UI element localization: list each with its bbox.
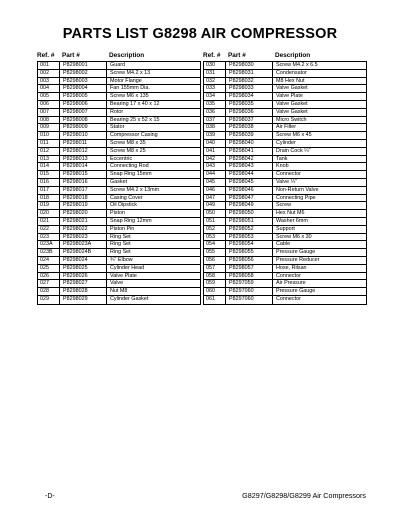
part-number-cell: P8298052 — [226, 226, 273, 233]
table-row — [38, 93, 200, 101]
part-number-cell: P8298024B — [60, 249, 107, 256]
part-number-cell: P8297059 — [226, 280, 273, 287]
part-number-cell: P8298025 — [60, 265, 107, 272]
table-row — [204, 85, 366, 93]
part-number-cell: P8298028 — [60, 288, 107, 295]
description-cell: Stator — [110, 124, 125, 131]
part-number-cell: P8298029 — [60, 296, 107, 304]
description-cell: Connecting Rod — [110, 163, 149, 170]
part-number-cell: P8298017 — [60, 187, 107, 194]
part-number-cell: P8298007 — [60, 109, 107, 116]
table-row — [38, 218, 200, 226]
ref-cell: 038 — [204, 124, 226, 131]
description-cell: Pressure Gauge — [276, 249, 316, 256]
description-cell: Tank — [276, 155, 288, 162]
ref-cell: 005 — [38, 93, 60, 100]
description-cell: Screw M4.2 x 6.5 — [276, 62, 318, 68]
description-cell: Screw M6 x 30 — [276, 233, 312, 240]
parts-table-left — [37, 50, 201, 305]
ref-cell: 017 — [38, 187, 60, 194]
part-number-cell: P8298013 — [60, 156, 107, 163]
ref-cell: 036 — [204, 109, 226, 116]
part-number-cell: P8298041 — [226, 148, 273, 155]
table-row — [204, 101, 366, 109]
table-row — [204, 210, 366, 218]
table-row — [38, 265, 200, 273]
table-row — [204, 265, 366, 273]
part-number-cell: P8298042 — [226, 156, 273, 163]
description-cell: Air Filter — [276, 124, 297, 131]
ref-cell: 056 — [204, 257, 226, 264]
table-row — [38, 234, 200, 242]
description-cell: Screw M4.2 x 13 — [110, 69, 151, 76]
ref-cell: 057 — [204, 265, 226, 272]
part-number-cell: P8298001 — [60, 62, 107, 69]
table-row — [38, 148, 200, 156]
table-header — [203, 50, 367, 61]
table-row — [38, 85, 200, 93]
part-number-cell: P8298011 — [60, 140, 107, 147]
ref-cell: 012 — [38, 148, 60, 155]
ref-cell: 023A — [38, 241, 60, 248]
table-row — [204, 280, 366, 288]
part-number-cell: P8298015 — [60, 171, 107, 178]
ref-cell: 024 — [38, 257, 60, 264]
table-row — [204, 195, 366, 203]
table-row — [204, 109, 366, 117]
description-cell: Casing Cover — [110, 194, 143, 201]
description-cell: ¾" Elbow — [110, 256, 133, 263]
header-ref: Ref. # — [203, 52, 221, 59]
table-body — [37, 61, 201, 305]
description-cell: Hex Nut M6 — [276, 210, 305, 217]
description-cell: Valve Plate — [276, 93, 303, 100]
description-cell: Valve ¼" — [276, 178, 297, 185]
ref-cell: 042 — [204, 156, 226, 163]
ref-cell: 001 — [38, 62, 60, 69]
part-number-cell: P8298036 — [226, 109, 273, 116]
table-row — [204, 78, 366, 86]
description-cell: Cylinder Head — [110, 264, 145, 271]
part-number-cell: P8298043 — [226, 163, 273, 170]
description-cell: Gasket — [110, 178, 128, 185]
ref-cell: 023 — [38, 234, 60, 241]
description-cell: Screw M6 x 45 — [276, 132, 312, 139]
part-number-cell: P8298021 — [60, 218, 107, 225]
part-number-cell: P8298047 — [226, 195, 273, 202]
table-row — [204, 218, 366, 226]
ref-cell: 037 — [204, 117, 226, 124]
description-cell: Compressor Casing — [110, 132, 158, 139]
part-number-cell: P8298012 — [60, 148, 107, 155]
ref-cell: 008 — [38, 117, 60, 124]
ref-cell: 043 — [204, 163, 226, 170]
part-number-cell: P8298051 — [226, 218, 273, 225]
description-cell: Drain Cock ¼" — [276, 147, 311, 154]
table-row — [204, 234, 366, 242]
part-number-cell: P8298038 — [226, 124, 273, 131]
description-cell: Ring Set — [110, 233, 131, 240]
description-cell: Cable — [276, 241, 291, 248]
ref-cell: 034 — [204, 93, 226, 100]
description-cell: Bearing 17 x 40 x 12 — [110, 100, 160, 107]
ref-cell: 030 — [204, 62, 226, 69]
description-cell: Bearing 25 x 52 x 15 — [110, 116, 160, 123]
table-row — [38, 156, 200, 164]
ref-cell: 051 — [204, 218, 226, 225]
table-row — [38, 62, 200, 70]
part-number-cell: P8298020 — [60, 210, 107, 217]
description-cell: Pressure Gauge — [276, 288, 316, 295]
table-row — [204, 226, 366, 234]
table-row — [204, 140, 366, 148]
table-row — [204, 249, 366, 257]
header-part: Part # — [62, 52, 80, 59]
description-cell: Valve Gasket — [276, 85, 308, 92]
part-number-cell: P8298045 — [226, 179, 273, 186]
description-cell: Ring Set — [110, 249, 131, 256]
description-cell: Piston — [110, 210, 125, 217]
description-cell: Pressure Reducer — [276, 256, 320, 263]
part-number-cell: P8298003 — [60, 78, 107, 85]
table-row — [38, 140, 200, 148]
table-row — [204, 179, 366, 187]
table-row — [204, 257, 366, 265]
description-cell: Cylinder Gasket — [110, 295, 149, 302]
part-number-cell: P8298049 — [226, 202, 273, 209]
table-row — [204, 288, 366, 296]
header-part: Part # — [228, 52, 246, 59]
table-row — [204, 163, 366, 171]
ref-cell: 033 — [204, 85, 226, 92]
ref-cell: 041 — [204, 148, 226, 155]
description-cell: Snap Ring 15mm — [110, 171, 152, 178]
ref-cell: 049 — [204, 202, 226, 209]
table-row — [38, 171, 200, 179]
table-row — [204, 296, 366, 304]
part-number-cell: P8298024 — [60, 257, 107, 264]
part-number-cell: P8298058 — [226, 273, 273, 280]
ref-cell: 027 — [38, 280, 60, 287]
ref-cell: 046 — [204, 187, 226, 194]
ref-cell: 059 — [204, 280, 226, 287]
description-cell: M8 Hex Nut — [276, 77, 305, 84]
description-cell: Hose, Rilsan — [276, 264, 307, 271]
table-row — [38, 210, 200, 218]
part-number-cell: P8298023A — [60, 241, 107, 248]
table-row — [204, 241, 366, 249]
description-cell: Fan 155mm Dia. — [110, 85, 150, 92]
ref-cell: 040 — [204, 140, 226, 147]
ref-cell: 014 — [38, 163, 60, 170]
part-number-cell: P8298046 — [226, 187, 273, 194]
part-number-cell: P8298057 — [226, 265, 273, 272]
description-cell: Screw M8 x 35 — [110, 139, 146, 146]
ref-cell: 060 — [204, 288, 226, 295]
description-cell: Screw M6 x 135 — [110, 93, 149, 100]
part-number-cell: P8298016 — [60, 179, 107, 186]
ref-cell: 050 — [204, 210, 226, 217]
description-cell: Connector — [276, 171, 301, 178]
table-row — [38, 117, 200, 125]
table-row — [38, 124, 200, 132]
part-number-cell: P8298002 — [60, 70, 107, 77]
ref-cell: 002 — [38, 70, 60, 77]
description-cell: Micro Switch — [276, 116, 307, 123]
part-number-cell: P8298018 — [60, 195, 107, 202]
ref-cell: 009 — [38, 124, 60, 131]
table-row — [204, 62, 366, 70]
ref-cell: 039 — [204, 132, 226, 139]
part-number-cell: P8298035 — [226, 101, 273, 108]
description-cell: Valve — [110, 280, 124, 287]
table-row — [38, 163, 200, 171]
description-cell: Connector — [276, 272, 301, 279]
parts-table-right — [203, 50, 367, 305]
description-cell: Rotor — [110, 108, 124, 115]
part-number-cell: P8298054 — [226, 241, 273, 248]
table-row — [38, 179, 200, 187]
description-cell: Screw M8 x 25 — [110, 147, 146, 154]
description-cell: Oil Dipstick — [110, 202, 137, 209]
description-cell: Support — [276, 225, 295, 232]
description-cell: Valve Plate — [110, 272, 137, 279]
header-description: Description — [275, 52, 311, 59]
ref-cell: 006 — [38, 101, 60, 108]
table-row — [204, 148, 366, 156]
part-number-cell: P8298040 — [226, 140, 273, 147]
table-row — [38, 78, 200, 86]
ref-cell: 055 — [204, 249, 226, 256]
part-number-cell: P8298044 — [226, 171, 273, 178]
ref-cell: 021 — [38, 218, 60, 225]
ref-cell: 029 — [38, 296, 60, 304]
part-number-cell: P8298023 — [60, 234, 107, 241]
ref-cell: 053 — [204, 234, 226, 241]
description-cell: Cylinder — [276, 139, 296, 146]
part-number-cell: P8298056 — [226, 257, 273, 264]
table-row — [38, 273, 200, 281]
table-row — [38, 202, 200, 210]
description-cell: Non-Return Valve — [276, 186, 319, 193]
table-row — [204, 273, 366, 281]
ref-cell: 010 — [38, 132, 60, 139]
table-row — [38, 195, 200, 203]
ref-cell: 016 — [38, 179, 60, 186]
part-number-cell: P8298004 — [60, 85, 107, 92]
description-cell: Guard — [110, 62, 125, 68]
table-row — [38, 249, 200, 257]
ref-cell: 061 — [204, 296, 226, 304]
ref-cell: 013 — [38, 156, 60, 163]
part-number-cell: P8298055 — [226, 249, 273, 256]
table-row — [38, 296, 200, 304]
table-row — [204, 124, 366, 132]
ref-cell: 023B — [38, 249, 60, 256]
part-number-cell: P8298008 — [60, 117, 107, 124]
ref-cell: 019 — [38, 202, 60, 209]
description-cell: Air Pressure — [276, 280, 306, 287]
part-number-cell: P8298026 — [60, 273, 107, 280]
table-row — [38, 241, 200, 249]
ref-cell: 003 — [38, 78, 60, 85]
ref-cell: 028 — [38, 288, 60, 295]
ref-cell: 045 — [204, 179, 226, 186]
table-row — [204, 171, 366, 179]
description-cell: Screw — [276, 202, 291, 209]
ref-cell: 058 — [204, 273, 226, 280]
part-number-cell: P8298039 — [226, 132, 273, 139]
table-row — [204, 93, 366, 101]
table-row — [38, 226, 200, 234]
table-row — [204, 70, 366, 78]
table-row — [204, 117, 366, 125]
page-number: -D- — [45, 493, 55, 500]
description-cell: Valve Gasket — [276, 100, 308, 107]
part-number-cell: P8298031 — [226, 70, 273, 77]
description-cell: Motor Flange — [110, 77, 142, 84]
ref-cell: 054 — [204, 241, 226, 248]
part-number-cell: P8297060 — [226, 296, 273, 304]
part-number-cell: P8298019 — [60, 202, 107, 209]
part-number-cell: P8298006 — [60, 101, 107, 108]
description-cell: Knob — [276, 163, 289, 170]
description-cell: Eccentric — [110, 155, 133, 162]
table-row — [38, 109, 200, 117]
table-row — [38, 187, 200, 195]
ref-cell: 020 — [38, 210, 60, 217]
ref-cell: 022 — [38, 226, 60, 233]
table-row — [38, 280, 200, 288]
part-number-cell: P8298037 — [226, 117, 273, 124]
ref-cell: 052 — [204, 226, 226, 233]
description-cell: Piston Pin — [110, 225, 135, 232]
table-row — [204, 156, 366, 164]
ref-cell: 007 — [38, 109, 60, 116]
table-body — [203, 61, 367, 305]
ref-cell: 018 — [38, 195, 60, 202]
header-ref: Ref. # — [37, 52, 55, 59]
table-row — [204, 132, 366, 140]
part-number-cell: P8298030 — [226, 62, 273, 69]
part-number-cell: P8298050 — [226, 210, 273, 217]
page-title: PARTS LIST G8298 AIR COMPRESSOR — [62, 26, 338, 42]
table-row — [38, 257, 200, 265]
part-number-cell: P8298022 — [60, 226, 107, 233]
ref-cell: 025 — [38, 265, 60, 272]
part-number-cell: P8298027 — [60, 280, 107, 287]
description-cell: Connector — [276, 295, 301, 302]
part-number-cell: P8298034 — [226, 93, 273, 100]
ref-cell: 047 — [204, 195, 226, 202]
ref-cell: 011 — [38, 140, 60, 147]
ref-cell: 015 — [38, 171, 60, 178]
description-cell: Snap Ring 12mm — [110, 217, 152, 224]
description-cell: Screw M4.2 x 13mm — [110, 186, 160, 193]
part-number-cell: P8298009 — [60, 124, 107, 131]
ref-cell: 035 — [204, 101, 226, 108]
ref-cell: 031 — [204, 70, 226, 77]
part-number-cell: P8297060 — [226, 288, 273, 295]
ref-cell: 026 — [38, 273, 60, 280]
description-cell: Washer 6mm — [276, 217, 308, 224]
table-row — [38, 132, 200, 140]
description-cell: Condensator — [276, 69, 307, 76]
part-number-cell: P8298014 — [60, 163, 107, 170]
header-description: Description — [109, 52, 145, 59]
part-number-cell: P8298005 — [60, 93, 107, 100]
part-number-cell: P8298032 — [226, 78, 273, 85]
table-row — [204, 202, 366, 210]
ref-cell: 004 — [38, 85, 60, 92]
part-number-cell: P8298010 — [60, 132, 107, 139]
table-row — [38, 70, 200, 78]
ref-cell: 044 — [204, 171, 226, 178]
description-cell: Valve Gasket — [276, 108, 308, 115]
part-number-cell: P8298033 — [226, 85, 273, 92]
part-number-cell: P8298053 — [226, 234, 273, 241]
table-row — [204, 187, 366, 195]
table-row — [38, 288, 200, 296]
table-header — [37, 50, 201, 61]
table-row — [38, 101, 200, 109]
ref-cell: 032 — [204, 78, 226, 85]
description-cell: Nut M8 — [110, 288, 128, 295]
footer-models: G8297/G8298/G8299 Air Compressors — [242, 491, 366, 500]
description-cell: Connecting Pipe — [276, 194, 316, 201]
description-cell: Ring Set — [110, 241, 131, 248]
